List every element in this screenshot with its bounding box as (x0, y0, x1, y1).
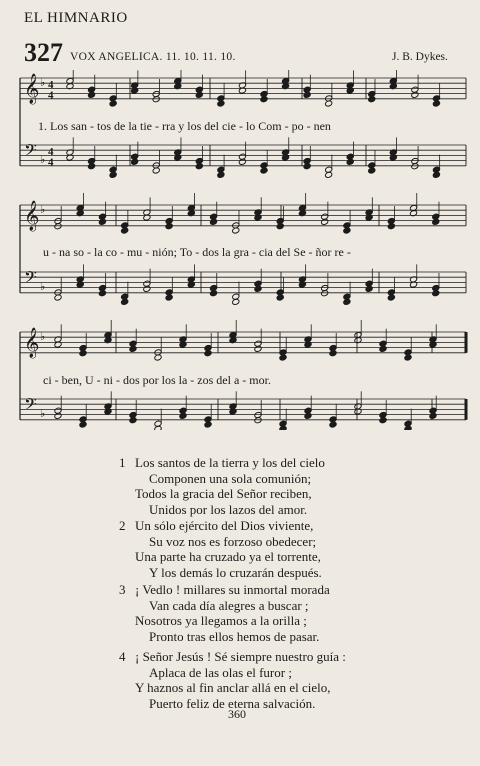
note-head (379, 417, 387, 424)
note-head (379, 345, 387, 352)
flat-sign: ♭ (40, 331, 46, 343)
note-head (88, 91, 96, 98)
verse-line: Unidos por los lazos del amor. (149, 501, 308, 517)
note-head (387, 223, 395, 230)
verse-3 (119, 582, 330, 644)
note-head (325, 171, 333, 178)
note-head (129, 417, 137, 424)
page-number: 360 (228, 707, 246, 721)
note-head (109, 171, 117, 178)
note-head (79, 350, 87, 357)
note-head (210, 290, 218, 297)
note-head (109, 100, 117, 107)
note-head (254, 285, 262, 292)
note-head (429, 412, 437, 419)
note-head (195, 91, 203, 98)
flat-sign: ♭ (40, 154, 46, 166)
note-head (121, 227, 129, 234)
note-head (321, 218, 329, 225)
note-head (303, 163, 311, 170)
note-head (154, 354, 162, 361)
note-head (54, 294, 62, 301)
note-head (165, 294, 173, 301)
verse-line: ¡ Señor Jesús ! Sé siempre nuestro guía : (135, 649, 346, 664)
verse-1 (119, 455, 325, 517)
note-head (343, 227, 351, 234)
note-head (329, 421, 337, 428)
note-head (131, 158, 139, 165)
verse-line: Una parte ha cruzado ya el torrente, (135, 549, 321, 564)
verse-line: Aplaca de las olas el furor ; (149, 664, 292, 680)
hymn-number: 327 (24, 38, 63, 67)
time-signature-top: 4 (48, 146, 54, 158)
note-head (79, 421, 87, 428)
verse-4 (119, 649, 346, 711)
time-signature-top: 4 (48, 79, 54, 91)
verse-line: Componen una sola comunión; (149, 470, 312, 486)
note-head (432, 171, 440, 178)
note-head (411, 91, 419, 98)
composer: J. B. Dykes. (392, 51, 448, 63)
note-head (387, 294, 395, 301)
verse-line: Van cada día alegres a buscar ; (149, 597, 309, 613)
lyric-line-2: u - na so - la co - mu - nión; To - dos la gra - cia del Se - ñor re - (43, 245, 351, 259)
note-head (254, 417, 262, 424)
note-head (368, 167, 376, 174)
verse-line: Todos la gracia del Señor reciben, (135, 486, 312, 501)
note-head (88, 163, 96, 170)
note-head (54, 412, 62, 419)
bass-clef: 𝄢 (24, 394, 37, 418)
note-head (232, 298, 240, 305)
note-head (179, 412, 187, 419)
note-head (260, 96, 268, 103)
note-head (204, 350, 212, 357)
flat-sign: ♭ (40, 281, 46, 293)
time-signature-bottom: 4 (48, 156, 54, 169)
flat-sign: ♭ (40, 77, 46, 89)
note-head (98, 218, 106, 225)
verse-number: 4 (119, 649, 126, 664)
verse-number: 1 (119, 455, 126, 470)
verse-2 (119, 518, 322, 580)
verse-line: Y los demás lo cruzarán después. (149, 564, 322, 580)
note-head (432, 100, 440, 107)
verse-number: 2 (119, 518, 126, 533)
note-head (321, 290, 329, 297)
note-head (404, 354, 412, 361)
note-head (165, 223, 173, 230)
note-head (238, 158, 246, 165)
bass-clef: 𝄢 (24, 140, 37, 164)
verse-line: Y haznos al fin anclar allá en el cielo, (135, 680, 331, 695)
verse-line: Puerto feliz de eterna salvación. (149, 695, 316, 711)
note-head (365, 285, 373, 292)
note-head (432, 290, 440, 297)
note-head (143, 285, 151, 292)
hymnal-title: EL HIMNARIO (24, 10, 128, 26)
note-head (129, 345, 137, 352)
note-head (232, 227, 240, 234)
note-head (329, 350, 337, 357)
note-head (260, 167, 268, 174)
note-head (304, 412, 312, 419)
note-head (254, 345, 262, 352)
note-head (279, 354, 287, 361)
treble-clef: 𝄞 (24, 201, 40, 231)
bass-clef: 𝄢 (24, 267, 37, 291)
note-head (276, 294, 284, 301)
lyric-line-3: ci - ben, U - ni - dos por los la - zos del a - mor. (43, 373, 271, 387)
note-head (121, 298, 129, 305)
flat-sign: ♭ (40, 408, 46, 420)
note-head (217, 100, 225, 107)
verse-line: ¡ Vedlo ! millares su inmortal morada (135, 582, 330, 597)
note-head (276, 223, 284, 230)
treble-clef: 𝄞 (24, 328, 40, 358)
note-head (325, 100, 333, 107)
note-head (346, 158, 354, 165)
note-head (217, 171, 225, 178)
note-head (204, 421, 212, 428)
note-head (343, 298, 351, 305)
treble-clef: 𝄞 (24, 74, 40, 104)
verse-line: Nosotros ya llegamos a la orilla ; (135, 613, 307, 628)
verse-line: Pronto tras ellos hemos de pasar. (149, 628, 320, 644)
note-head (210, 218, 218, 225)
verse-line: Su voz nos es forzoso obedecer; (149, 533, 317, 549)
note-head (303, 91, 311, 98)
verse-number: 3 (119, 582, 126, 597)
time-signature-bottom: 4 (48, 89, 54, 102)
verse-line: Los santos de la tierra y los del cielo (135, 455, 325, 470)
verse-line: Un sólo ejército del Dios viviente, (135, 518, 314, 533)
flat-sign: ♭ (40, 204, 46, 216)
lyric-line-1: 1. Los san - tos de la tie - rra y los del cie - lo Com - po - nen (38, 119, 331, 133)
note-head (152, 167, 160, 174)
tune-info: VOX ANGELICA. 11. 10. 11. 10. (70, 51, 236, 63)
note-head (368, 96, 376, 103)
note-head (98, 290, 106, 297)
note-head (432, 218, 440, 225)
note-head (195, 163, 203, 170)
